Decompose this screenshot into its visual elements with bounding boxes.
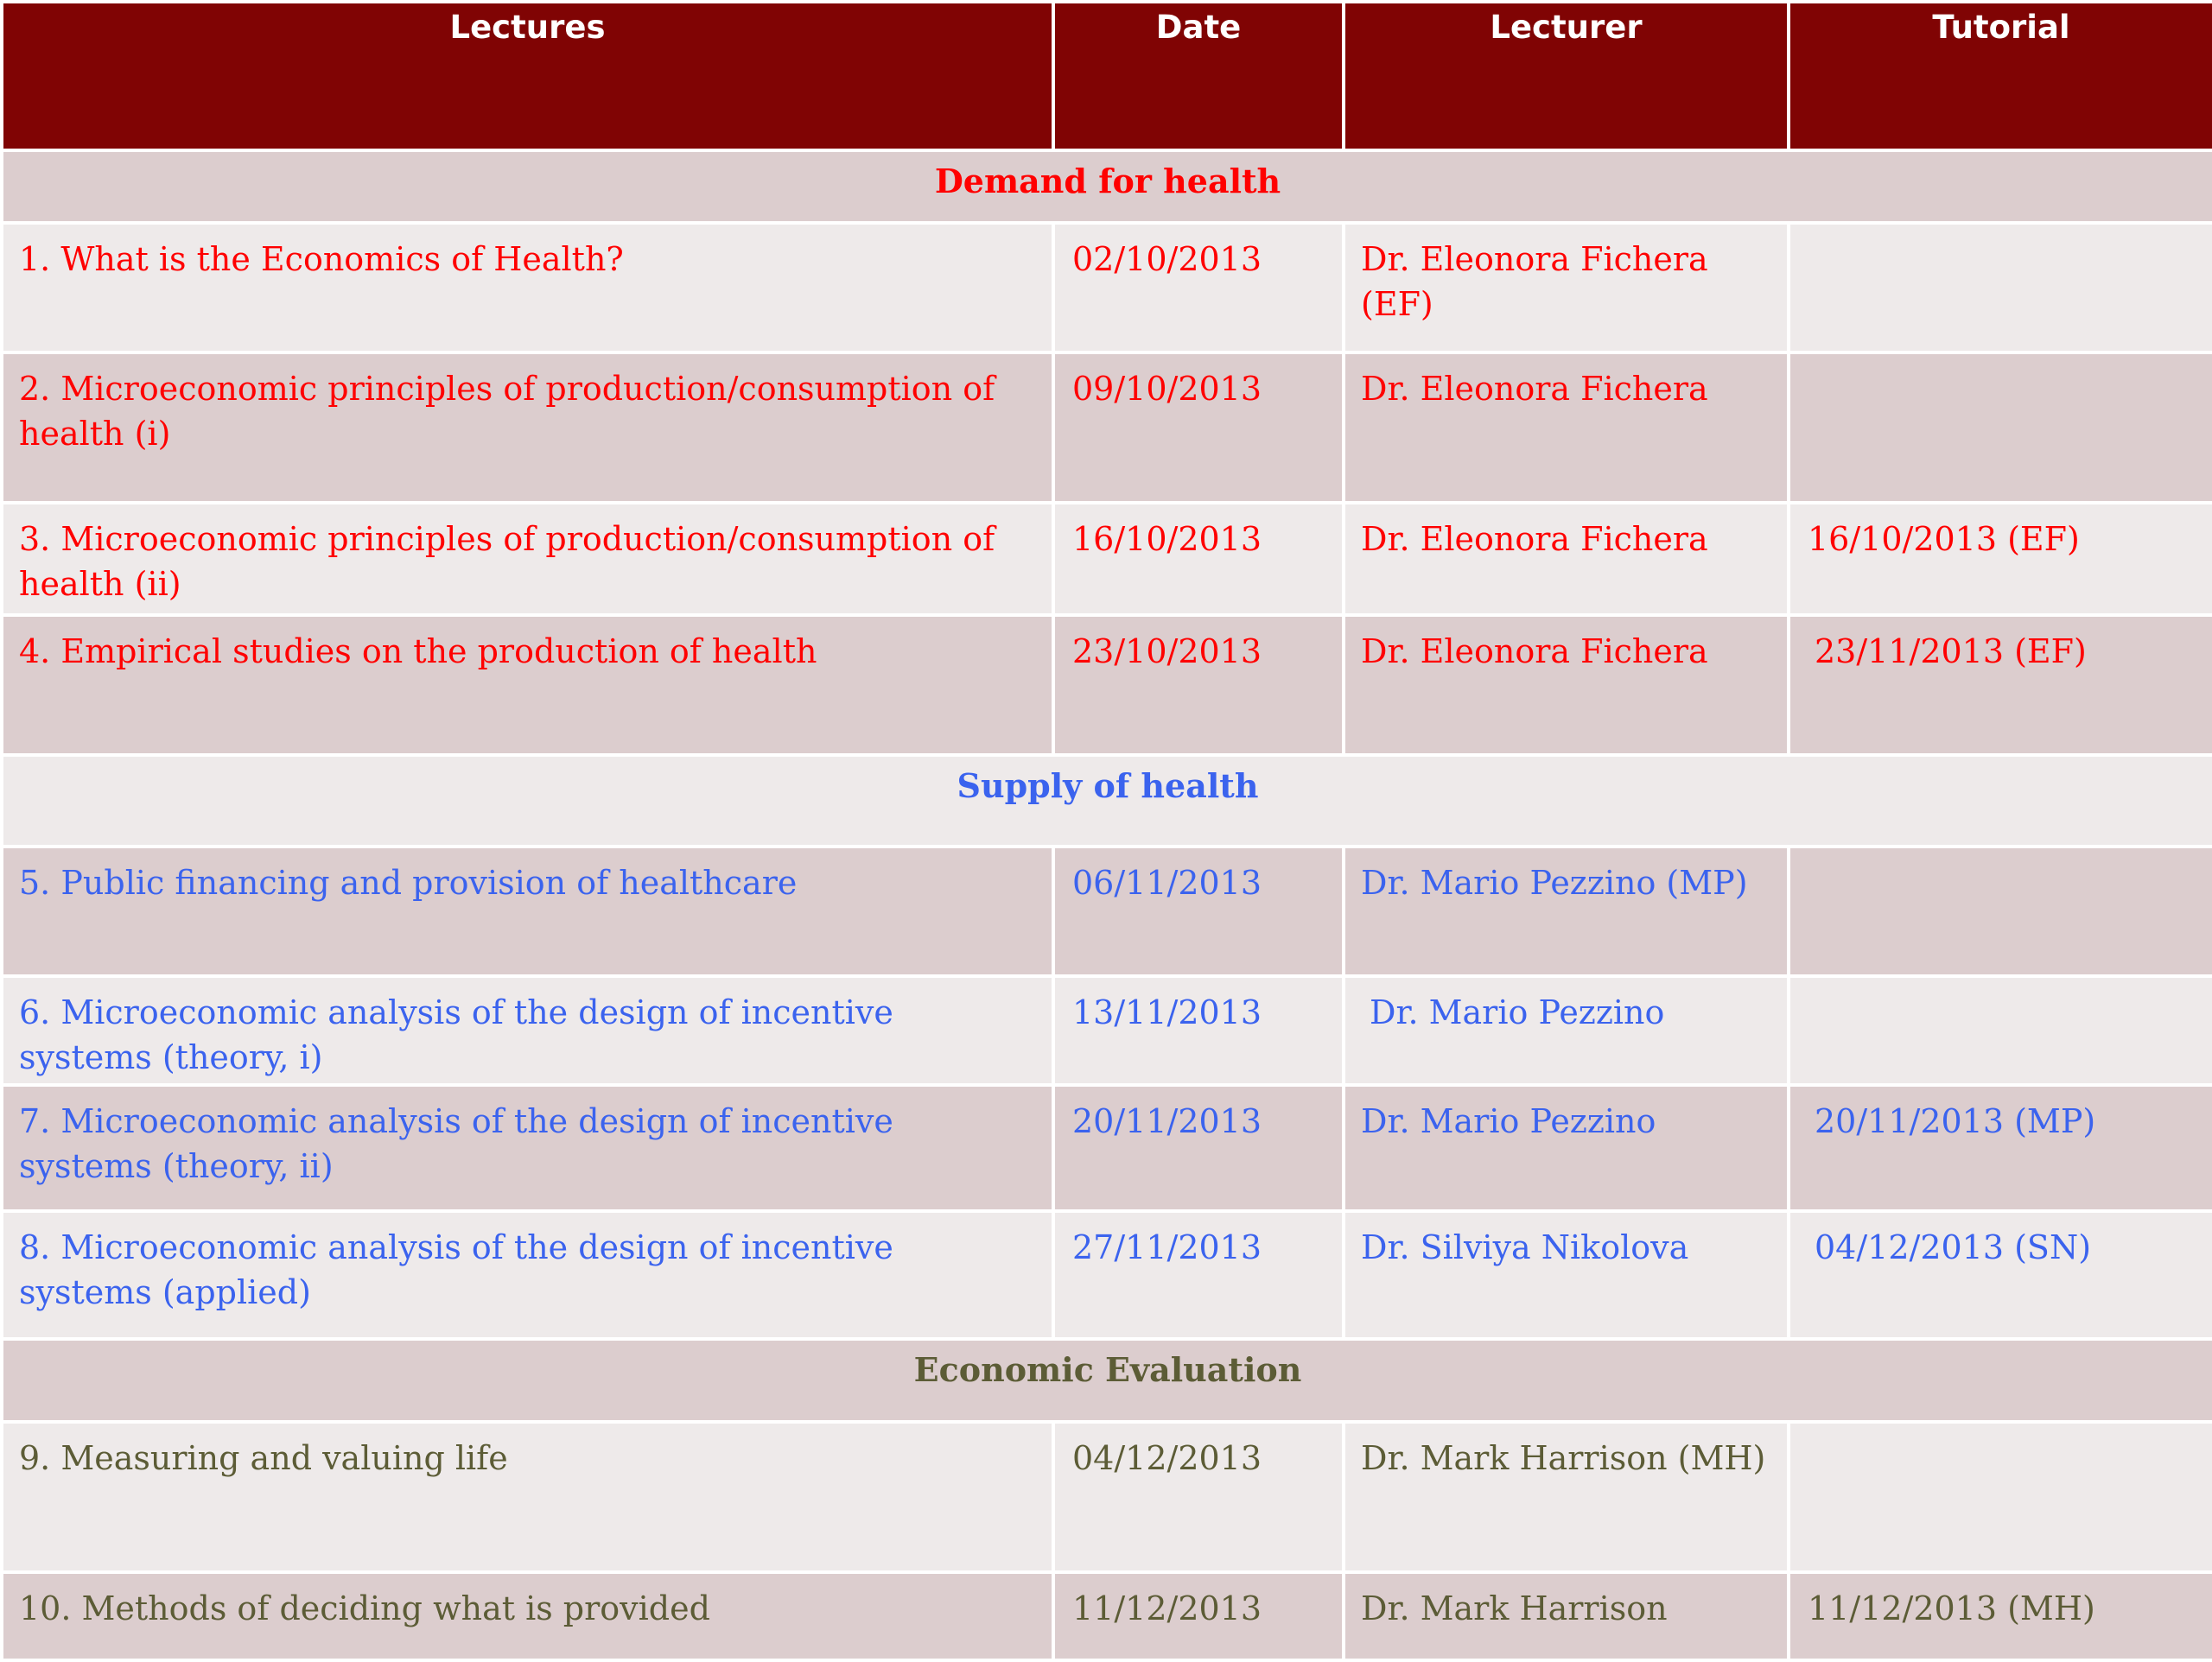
date-cell: 16/10/2013 — [1053, 503, 1344, 615]
tutorial-cell: 04/12/2013 (SN) — [1789, 1211, 2212, 1339]
header-tutorial: Tutorial — [1789, 2, 2212, 150]
lecturer-cell: Dr. Mark Harrison (MH) — [1344, 1422, 1789, 1572]
tutorial-cell — [1789, 1422, 2212, 1572]
tutorial-cell — [1789, 847, 2212, 976]
lecturer-cell: Dr. Mario Pezzino — [1344, 1085, 1789, 1211]
tutorial-cell: 20/11/2013 (MP) — [1789, 1085, 2212, 1211]
section-title-supply: Supply of health — [2, 755, 2212, 847]
table-row — [2, 976, 2212, 1085]
date-cell: 11/12/2013 — [1053, 1572, 1344, 1660]
table-row — [2, 352, 2212, 503]
section-title-demand: Demand for health — [2, 150, 2212, 223]
lecture-cell: 9. Measuring and valuing life — [2, 1422, 1053, 1572]
lecture-cell: 4. Empirical studies on the production of health — [2, 615, 1053, 755]
date-cell: 13/11/2013 — [1053, 976, 1344, 1085]
lecturer-cell: Dr. Eleonora Fichera — [1344, 352, 1789, 503]
header-lectures: Lectures — [2, 2, 1053, 150]
date-cell: 27/11/2013 — [1053, 1211, 1344, 1339]
lecturer-cell: Dr. Silviya Nikolova — [1344, 1211, 1789, 1339]
table-row — [2, 847, 2212, 976]
table-row — [2, 1085, 2212, 1211]
lecturer-cell: Dr. Eleonora Fichera — [1344, 615, 1789, 755]
date-cell: 06/11/2013 — [1053, 847, 1344, 976]
lecturer-cell: Dr. Mark Harrison — [1344, 1572, 1789, 1660]
lecture-cell: 3. Microeconomic principles of production/consumption of health (ii) — [2, 503, 1053, 615]
header-lecturer: Lecturer — [1344, 2, 1789, 150]
table-row — [2, 503, 2212, 615]
section-row-supply — [2, 755, 2212, 847]
tutorial-cell: 16/10/2013 (EF) — [1789, 503, 2212, 615]
lecture-cell: 6. Microeconomic analysis of the design of incentive systems (theory, i) — [2, 976, 1053, 1085]
date-cell: 02/10/2013 — [1053, 223, 1344, 352]
tutorial-cell — [1789, 223, 2212, 352]
date-cell: 23/10/2013 — [1053, 615, 1344, 755]
section-row-evaluation — [2, 1339, 2212, 1422]
lecturer-cell: Dr. Eleonora Fichera (EF) — [1344, 223, 1789, 352]
table-row — [2, 1572, 2212, 1660]
lecturer-cell: Dr. Eleonora Fichera — [1344, 503, 1789, 615]
lecture-cell: 1. What is the Economics of Health? — [2, 223, 1053, 352]
lecture-cell: 7. Microeconomic analysis of the design of incentive systems (theory, ii) — [2, 1085, 1053, 1211]
header-date: Date — [1053, 2, 1344, 150]
table-row — [2, 1422, 2212, 1572]
header-row — [2, 2, 2212, 150]
tutorial-cell — [1789, 352, 2212, 503]
lecture-cell: 5. Public financing and provision of healthcare — [2, 847, 1053, 976]
table-row — [2, 615, 2212, 755]
date-cell: 04/12/2013 — [1053, 1422, 1344, 1572]
table-row — [2, 223, 2212, 352]
section-row-demand — [2, 150, 2212, 223]
section-title-evaluation: Economic Evaluation — [2, 1339, 2212, 1422]
lecturer-cell: Dr. Mario Pezzino — [1344, 976, 1789, 1085]
lecturer-cell: Dr. Mario Pezzino (MP) — [1344, 847, 1789, 976]
tutorial-cell — [1789, 976, 2212, 1085]
tutorial-cell: 11/12/2013 (MH) — [1789, 1572, 2212, 1660]
tutorial-cell: 23/11/2013 (EF) — [1789, 615, 2212, 755]
lecture-cell: 10. Methods of deciding what is provided — [2, 1572, 1053, 1660]
table-row — [2, 1211, 2212, 1339]
date-cell: 09/10/2013 — [1053, 352, 1344, 503]
date-cell: 20/11/2013 — [1053, 1085, 1344, 1211]
lecture-cell: 8. Microeconomic analysis of the design of incentive systems (applied) — [2, 1211, 1053, 1339]
lecture-cell: 2. Microeconomic principles of production/consumption of health (i) — [2, 352, 1053, 503]
